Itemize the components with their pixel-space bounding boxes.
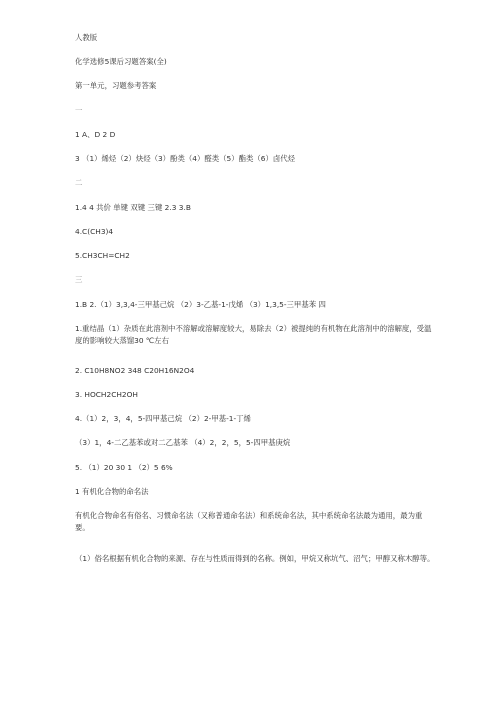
answer-line-9: 4.（1）2，3，4，5-四甲基己烷 （2）2-甲基-1-丁烯 [75,414,251,423]
answer-paragraph-1: 1.重结晶（1）杂质在此溶剂中不溶解或溶解度较大，易除去（2）被提纯的有机物在此溶剂中的溶解度，受温度的影响较大蒸馏30 ℃左右 [75,324,432,345]
publisher-label: 人教版 [75,33,98,42]
answer-line-8: 3. HOCH2CH2OH [75,390,138,399]
answer-line-10: （3）1，4-二乙基苯或对二乙基苯 （4）2，2，5，5-四甲基庚烷 [75,438,291,447]
naming-paragraph-1: 有机化合物命名有俗名、习惯命名法（又称普通命名法）和系统命名法，其中系统命名法最为通用，最为重要。 [75,511,423,532]
document-title: 化学选修5课后习题答案(全) [75,57,167,66]
answer-line-6: 1.B 2.（1）3,3,4-三甲基己烷 （2）3-乙基-1-戊烯 （3）1,3,5-三甲基苯 四 [75,300,326,309]
answer-line-11: 5. （1）20 30 1 （2）5 6% [75,463,173,472]
naming-paragraph-2: （1）俗名根据有机化合物的来源、存在与性质而得到的名称。例如，甲烷又称坑气、沼气；甲醇又称木醇等。 [75,554,435,563]
answer-line-1: 1 A、D 2 D [75,130,116,139]
answer-line-3: 1.4 4 共价 单键 双键 三键 2.3 3.B [75,203,191,212]
section-one-marker: 一 [75,106,83,115]
unit-heading: 第一单元，习题参考答案 [75,81,157,90]
section-two-marker: 二 [75,178,83,187]
answer-line-5: 5.CH3CH=CH2 [75,251,130,260]
answer-line-7: 2. C10H8NO2 348 C20H16N2O4 [75,366,195,375]
answer-line-2: 3 （1）烯烃（2）炔烃（3）酚类（4）醛类（5）酯类（6）卤代烃 [75,154,296,163]
section-three-marker: 三 [75,275,83,284]
answer-line-4: 4.C(CH3)4 [75,227,114,236]
naming-section-heading: 1 有机化合物的命名法 [75,487,149,496]
